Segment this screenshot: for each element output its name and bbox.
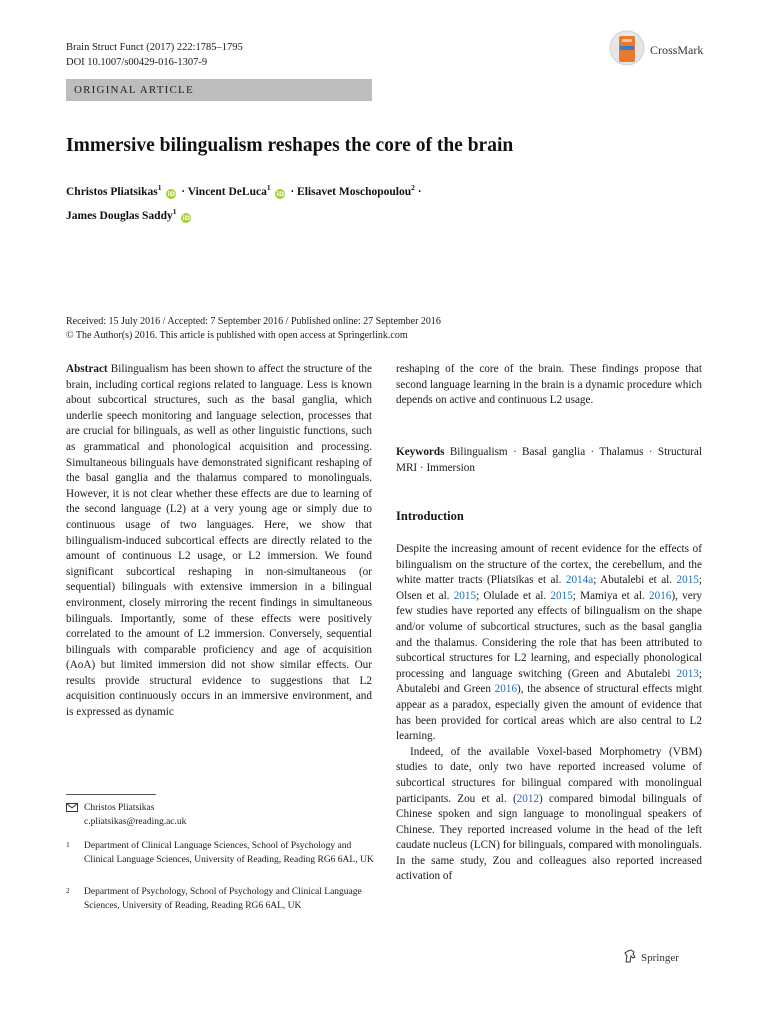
copyright-line: © The Author(s) 2016. This article is published with open access at Springerlink.com [66,330,408,341]
citation-link[interactable]: 2012 [516,792,540,805]
author-affiliation-mark: 1 [266,183,271,192]
citation-link[interactable]: 2015 [453,589,477,602]
correspondence [84,802,374,830]
author-name[interactable]: Elisavet Moschopoulou [297,185,412,198]
crossmark-icon [609,30,645,71]
article-title: Immersive bilingualism reshapes the core of the brain [66,135,514,156]
citation-link[interactable]: 2015 [550,589,573,602]
crossmark-badge[interactable] [609,30,703,71]
affiliation-2: Department of Psychology, School of Psychology and Clinical Language Sciences, University of Reading, Reading RG6 6AL, UK [84,887,362,911]
received-accepted-published: Received: 15 July 2016 / Accepted: 7 September 2016 / Published online: 27 September 2016 [66,316,441,327]
paragraph-text: ), the absence of structural effects might appear as a paradox, especially given the amount of evidence that has been provided for cortical areas which are also central to L2 learning. [396,683,702,743]
author-separator: · [181,185,186,198]
affiliation-number: 1 [66,840,70,849]
keywords [396,445,702,476]
keywords-label: Keywords [396,446,445,458]
introduction-paragraph-2 [396,745,702,885]
abstract-label: Abstract [66,363,108,375]
paragraph-text: ), very few studies have reported any effects of bilingualism on the shape and/or volume of subcortical structures, such as the basal ganglia and the thalamus. Considering the role that has been attributed to subcortical structures for L2 learning, and especially phonological processing and language switching (Green and Abutalebi [396,589,703,680]
correspondence-email[interactable]: c.pliatsikas@reading.ac.uk [84,816,187,827]
affiliation-number: 2 [66,886,70,895]
correspondence-mail-icon [66,803,78,818]
crossmark-label: CrossMark [650,43,704,57]
author-name[interactable]: James Douglas Saddy [66,209,173,222]
author-name[interactable]: Vincent DeLuca [187,185,267,198]
paragraph-text: ; Abutalebi and Green [396,667,702,696]
journal-citation: Brain Struct Funct (2017) 222:1785–1795 [66,42,243,53]
introduction-paragraph-1 [396,542,702,745]
author-list [66,178,422,226]
introduction-heading: Introduction [396,509,464,523]
springer-label: Springer [641,951,679,964]
correspondence-name: Christos Pliatsikas [84,803,155,813]
author-affiliation-mark: 1 [172,206,177,216]
publication-dates [66,315,441,343]
paragraph-text: ; Mamiya et al. [572,589,650,602]
paragraph-text: ; Abutalebi et al. [593,574,677,587]
springer-horse-icon [623,949,637,966]
abstract-text: Bilingualism has been shown to affect the structure of the brain, including cortical regions related to language. Less is known about subcortical structures, such as the basal ganglia, which underlie speech monitoring and language selection, processes that are crucial for bilinguals, as well as other linguistic functions, such as grammatical and phonological acquisition and processing. Simultaneous bilinguals have demonstrated significant reshaping of the basal ganglia and the thalamus compared to monolinguals. However, it is not clear whether these effects are due to learning of the second language (L2) at a very young age or simply due to continuous usage of two languages. Here, we show that bilingualism-induced subcortical effects are directly related to the amount of continuous L2 usage, or L2 immersion. We found significant subcortical reshaping in non-simultaneous (or sequential) bilinguals with extensive immersion in a bilingual environment, closely mirroring the recent findings in simultaneous bilinguals. Importantly, some of these effects were positively correlated to the amount of L2 immersion. Conversely, sequential bilinguals with comparable proficiency and age of acquisition (AoA) but limited immersion did not show similar effects. Our results provide structural evidence to suggestions that L2 acquisition continuously occurs in an immersive environment, and is expressed as dynamic [66,363,372,719]
keywords-text: Bilingualism · Basal ganglia · Thalamus · Structural MRI · Immersion [396,446,703,474]
citation-link[interactable]: 2016 [494,683,518,696]
author-line-2 [66,202,422,226]
author-line-1 [66,178,422,202]
abstract-continuation: reshaping of the core of the brain. These findings propose that second language learning in the brain is a dynamic procedure which depends on active and continuous L2 usage. [396,363,702,407]
citation-link[interactable]: 2016 [649,589,672,602]
author-separator: · [290,185,295,198]
affiliation-1: Department of Clinical Language Sciences, School of Psychology and Clinical Language Sciences, University of Reading, Reading RG6 6AL, UK [84,841,374,865]
orcid-icon[interactable]: iD [182,213,191,222]
doi[interactable]: DOI 10.1007/s00429-016-1307-9 [66,57,208,68]
abstract [66,362,372,721]
springer-logo [623,949,679,966]
paragraph-text: ; Olulade et al. [476,589,551,602]
author-affiliation-mark: 1 [157,183,162,192]
citation-link[interactable]: 2013 [676,667,699,680]
paragraph-text: ; Olsen et al. [396,574,702,602]
paragraph-text: Despite the increasing amount of recent evidence for the effects of bilingualism on the structure of the cortex, the cerebellum, and the white matter tracts (Pliatsikas et al. [396,543,702,587]
footnote-divider [66,794,156,795]
author-name[interactable]: Christos Pliatsikas [66,185,158,198]
paragraph-text: Indeed, of the available Voxel-based Morphometry (VBM) studies to date, only two have reported increased volume of subcortical structures for bilingual compared with monolingual participants. Zou et al. ( [396,745,702,805]
orcid-icon[interactable]: iD [276,189,285,198]
citation-link[interactable]: 2015 [676,574,699,587]
article-type-banner: ORIGINAL ARTICLE [66,79,372,101]
paragraph-text: ) compared bimodal bilinguals of Chinese spoken and sign language to monolingual speakers of Chinese. They reported increased volume in the head of the left caudate nucleus (LCN) for bilinguals, compared with monolinguals. In the same study, Zou and colleagues also reported increased activation of [396,792,702,883]
introduction-body [396,542,702,885]
citation-link[interactable]: 2014a [565,574,594,587]
author-separator: · [417,185,422,198]
author-affiliation-mark: 2 [411,183,415,192]
orcid-icon[interactable]: iD [167,189,176,198]
